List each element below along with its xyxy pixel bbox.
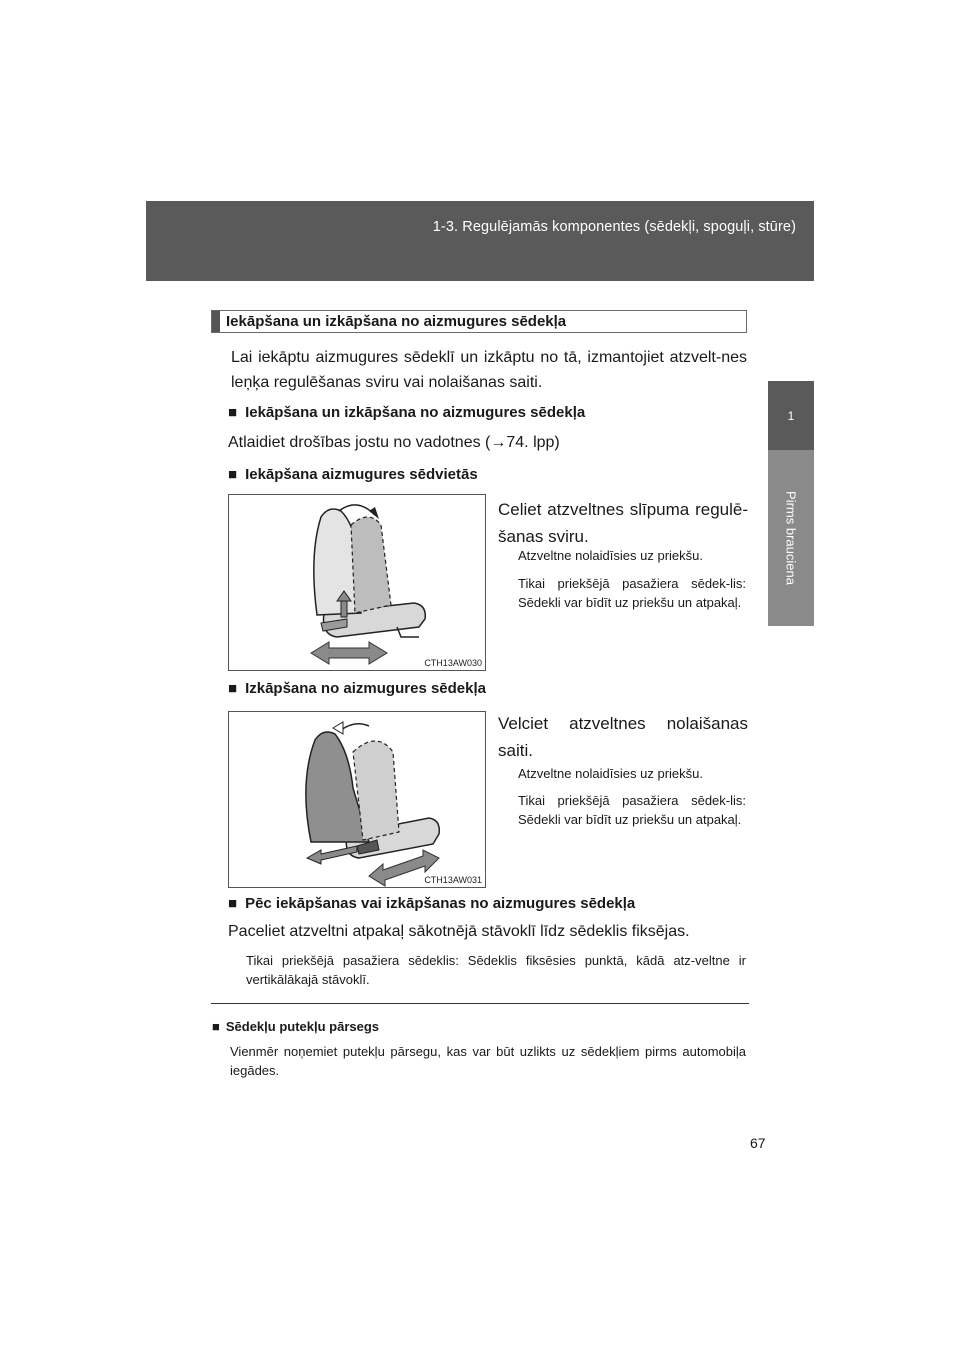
subheading-1 [228,404,585,421]
subheading-3 [228,680,486,697]
subheading-3-text: Izkāpšana no aizmugures sēdekļa [245,680,486,697]
block4-note: Tikai priekšējā pasažiera sēdeklis: Sēdeklis fiksēsies punktā, kādā atz-veltne ir vertikālākajā stāvoklī. [246,953,746,987]
chapter-tab-text: Pirms brauciena [783,491,799,585]
page-number: 67 [750,1135,766,1151]
subheading-2 [228,466,478,483]
subheading-4 [228,895,635,912]
footnote-heading [212,1019,379,1034]
block2-instruction: Celiet atzveltnes slīpuma regulē-šanas sviru. [498,500,748,546]
intro-paragraph: Lai iekāptu aizmugures sēdeklī un izkāptu no tā, izmantojiet atzvelt-nes leņķa regulēšanas sviru vai nolaišanas saiti. [231,349,747,391]
chapter-tab-number: 1 [768,381,814,450]
footnote-heading-text: Sēdekļu putekļu pārsegs [225,1019,380,1034]
block4-text: Paceliet atzveltni atpakaļ sākotnējā stāvoklī līdz sēdeklis fiksējas. [228,923,690,940]
figure-code: CTH13AW030 [424,658,482,668]
block3-note-2: Tikai priekšējā pasažiera sēdek-lis: Sēdekli var bīdīt uz priekšu un atpakaļ. [518,793,746,827]
section-header-bar [212,311,220,332]
chapter-header-band [146,201,814,281]
section-title: Iekāpšana un izkāpšana no aizmugures sēdekļa [226,313,567,330]
section-header [211,310,747,333]
seat-strap-illustration [229,712,485,887]
figure-seat-lever [228,494,486,671]
block2-note-2: Tikai priekšējā pasažiera sēdek-lis: Sēdekli var bīdīt uz priekšu un atpakaļ. [518,576,746,610]
seat-lever-illustration [229,495,485,670]
subheading-1-text: Iekāpšana un izkāpšana no aizmugures sēdekļa [245,404,586,421]
square-bullet-icon: ■ [228,680,238,697]
square-bullet-icon: ■ [228,466,238,483]
subheading-2-text: Iekāpšana aizmugures sēdvietās [245,466,478,483]
footnote-text: Vienmēr noņemiet putekļu pārsegu, kas var būt uzlikts uz sēdekļiem pirms automobiļa iegādes. [230,1044,746,1078]
figure-seat-strap [228,711,486,888]
figure-code: CTH13AW031 [424,875,482,885]
chapter-tab-label [768,450,814,626]
block2-note-1: Atzveltne nolaidīsies uz priekšu. [518,548,703,563]
footnote-divider [211,1003,749,1004]
subheading-4-text: Pēc iekāpšanas vai izkāpšanas no aizmugures sēdekļa [245,895,636,912]
chapter-title: 1-3. Regulējamās komponentes (sēdekļi, spoguļi, stūre) [432,219,796,235]
block3-note-1: Atzveltne nolaidīsies uz priekšu. [518,766,703,781]
square-bullet-icon: ■ [212,1019,220,1034]
block3-instruction: Velciet atzveltnes nolaišanas saiti. [498,714,748,760]
square-bullet-icon: ■ [228,895,238,912]
square-bullet-icon: ■ [228,404,238,421]
block1-text: Atlaidiet drošības jostu no vadotnes (→74. lpp) [228,434,560,451]
